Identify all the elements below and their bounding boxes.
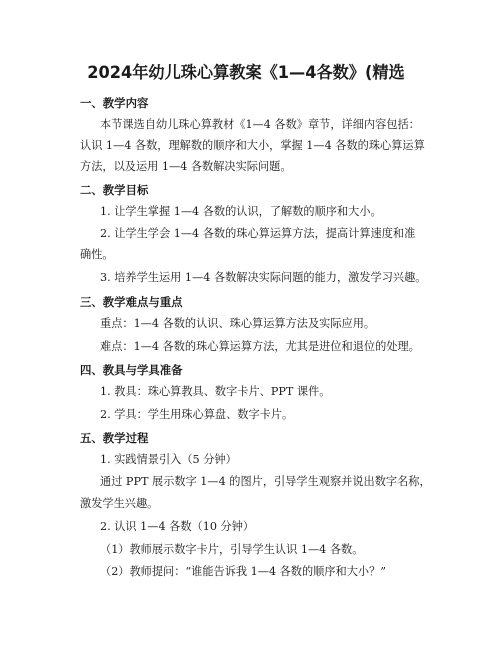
list-item: 2. 学具：学生用珠心算盘、数字卡片。 (100, 408, 294, 421)
section-heading: 四、教具与学具准备 (80, 363, 183, 377)
paragraph-line: 方法，以及运用 1—4 各数解决实际问题。 (80, 160, 292, 173)
paragraph-line: 本节课选自幼儿珠心算教材《1—4 各数》章节，详细内容包括： (100, 118, 420, 131)
paragraph-line: （2）教师提问：“谁能告诉我 1—4 各数的顺序和大小？” (100, 565, 387, 578)
list-item: 2. 认识 1—4 各数（10 分钟） (100, 520, 255, 533)
paragraph-line: （1）教师展示数字卡片，引导学生认识 1—4 各数。 (100, 543, 364, 556)
paragraph-line: 难点：1—4 各数的珠心算运算方法，尤其是进位和退位的处理。 (100, 340, 420, 353)
paragraph-line: 通过 PPT 展示数字 1—4 的图片，引导学生观察并说出数字名称， (100, 475, 431, 488)
list-item: 1. 让学生掌握 1—4 各数的认识，了解数的顺序和大小。 (100, 205, 382, 218)
list-item: 3. 培养学生运用 1—4 各数解决实际问题的能力，激发学习兴趣。 (100, 271, 427, 284)
list-item: 1. 教具：珠心算教具、数字卡片、PPT 课件。 (100, 385, 331, 398)
section-heading: 五、教学过程 (80, 431, 149, 445)
paragraph-line: 认识 1—4 各数，理解数的顺序和大小，掌握 1—4 各数的珠心算运算 (80, 139, 425, 152)
section-heading: 三、教学难点与重点 (80, 295, 183, 309)
document-title: 2024年幼儿珠心算教案《1—4各数》(精选 (87, 63, 405, 82)
list-item-continuation: 确性。 (80, 248, 114, 261)
section-heading: 一、教学内容 (80, 96, 149, 110)
list-item: 2. 让学生学会 1—4 各数的珠心算运算方法，提高计算速度和准 (100, 227, 416, 240)
paragraph-line: 激发学生兴趣。 (80, 497, 159, 510)
section-heading: 二、教学目标 (80, 183, 149, 197)
paragraph-line: 重点：1—4 各数的认识、珠心算运算方法及实际应用。 (100, 317, 376, 330)
list-item: 1. 实践情景引入（5 分钟） (100, 453, 237, 466)
